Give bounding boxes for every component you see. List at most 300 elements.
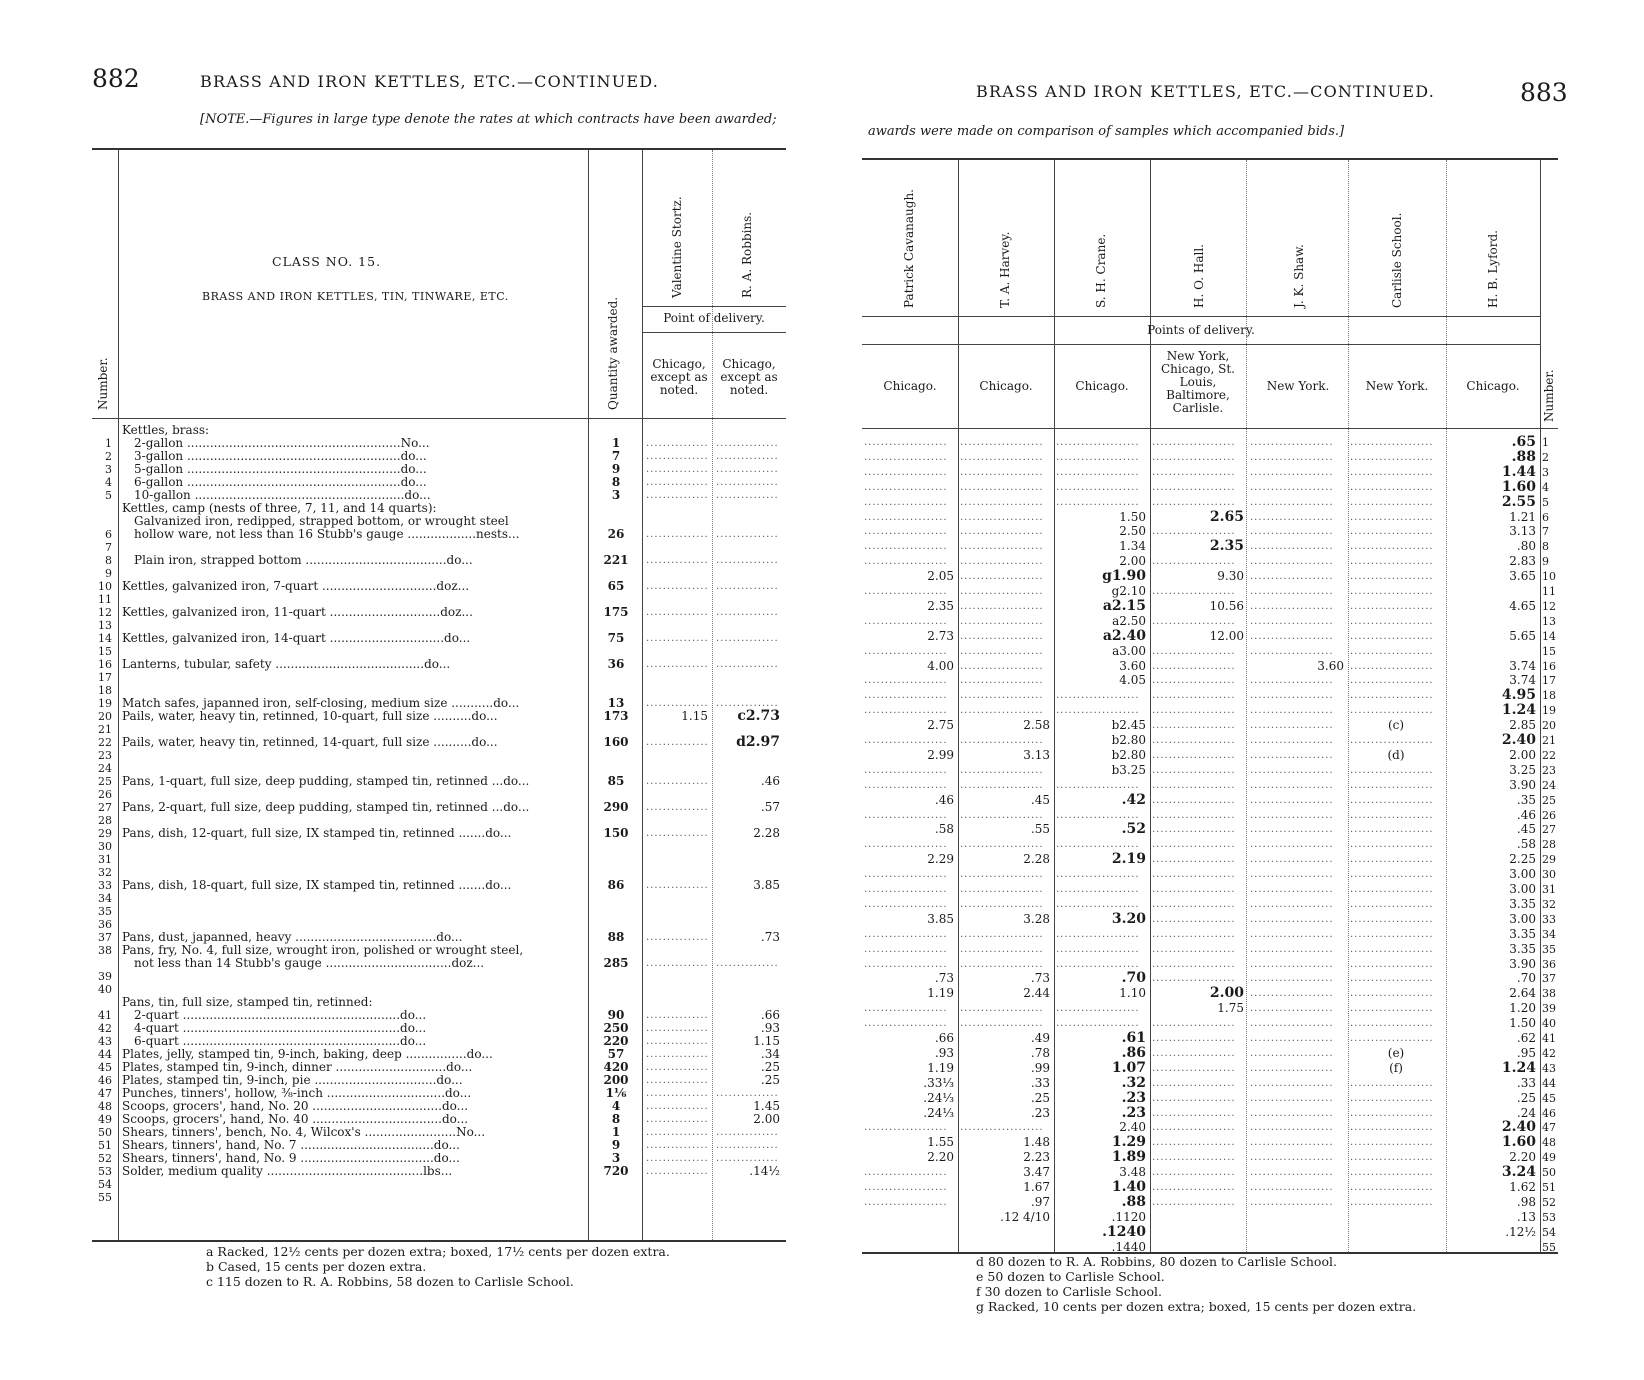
- left-row-number: 2: [105, 450, 112, 463]
- left-cell-stortz: ...............: [646, 1010, 709, 1021]
- right-cell-col4: ....................: [1152, 451, 1236, 463]
- right-cell-col5: ....................: [1250, 869, 1334, 881]
- right-cell-col2: ....................: [960, 884, 1044, 895]
- right-cell-col2: ....................: [960, 943, 1044, 955]
- footnote-e: e 50 dozen to Carlisle School.: [976, 1269, 1165, 1284]
- left-cell-robbins: .93: [760, 1021, 780, 1035]
- left-row-item: Pails, water, heavy tin, retinned, 14-quart, full size ..........do...: [122, 736, 498, 749]
- right-cell-col1: ....................: [864, 809, 948, 821]
- right-cell-col2: ....................: [960, 869, 1044, 881]
- right-cell-col4: ....................: [1152, 958, 1236, 970]
- right-cell-col3: 1.07: [1111, 1059, 1146, 1076]
- left-row-item: [122, 749, 556, 762]
- left-row-quantity: 160: [603, 735, 629, 749]
- right-cell-col4: ....................: [1152, 764, 1236, 776]
- right-cell-col1: .58: [934, 822, 954, 837]
- right-cell-col5: ....................: [1250, 586, 1334, 597]
- right-cell-col5: ....................: [1250, 943, 1334, 955]
- left-cell-stortz: ...............: [646, 932, 709, 943]
- right-cell-col2: 2.58: [1023, 718, 1050, 733]
- right-row-number: 22: [1542, 748, 1556, 762]
- right-cell-col5: ....................: [1250, 1003, 1334, 1015]
- right-cell-col7: 3.35: [1509, 941, 1536, 956]
- right-cell-col4: ....................: [1152, 466, 1236, 478]
- delivery-lyford: Chicago.: [1466, 379, 1520, 393]
- left-row-number: 17: [98, 671, 112, 684]
- left-row-item: [122, 866, 556, 879]
- right-cell-col1: 1.19: [927, 986, 954, 1001]
- right-cell-col1: [864, 1226, 954, 1239]
- right-row-number: 29: [1542, 853, 1556, 867]
- left-row-number: 29: [98, 827, 112, 840]
- left-row-number: 30: [98, 840, 112, 853]
- left-table: [92, 148, 786, 1242]
- right-cell-col1: 1.19: [927, 1060, 954, 1075]
- right-cell-col5: ....................: [1250, 764, 1334, 776]
- left-row-number: [94, 424, 112, 437]
- right-cell-col7: 2.20: [1509, 1150, 1536, 1165]
- left-row-number: 15: [98, 645, 112, 658]
- left-row-item: Lanterns, tubular, safety .......................................do...: [122, 658, 451, 671]
- left-row-number: 44: [98, 1048, 112, 1061]
- right-cell-col4: ....................: [1152, 1182, 1236, 1193]
- left-row-quantity: 13: [607, 696, 625, 710]
- left-row-number: 55: [98, 1191, 112, 1204]
- left-row-number: 1: [105, 437, 112, 450]
- right-cell-col1: 2.05: [927, 569, 954, 584]
- footnote-a: a Racked, 12½ cents per dozen extra; boxed, 17½ cents per dozen extra.: [206, 1244, 670, 1259]
- delivery-hall: New York, Chicago, St. Louis, Baltimore, Carlisle.: [1160, 349, 1235, 415]
- right-row-number: 31: [1542, 883, 1556, 896]
- right-cell-col2: ....................: [960, 705, 1044, 717]
- right-cell-col3: ....................: [1056, 943, 1140, 955]
- right-col-number-header: Number.: [1542, 369, 1556, 422]
- left-row-number: 16: [98, 658, 112, 671]
- left-row-quantity: 75: [607, 631, 625, 645]
- left-row-quantity: [590, 749, 642, 762]
- left-row-item: Pans, dish, 18-quart, full size, IX stamped tin, retinned .......do...: [122, 879, 512, 892]
- left-row-quantity: 85: [607, 774, 625, 788]
- right-cell-col7: 4.95: [1501, 687, 1536, 704]
- right-cell-col3: 1.34: [1119, 539, 1146, 554]
- left-cell-robbins: ...............: [716, 529, 779, 540]
- left-row-quantity: 200: [603, 1073, 629, 1087]
- left-row-quantity: 221: [603, 553, 629, 567]
- left-row-quantity: 9: [611, 462, 621, 476]
- right-page-number: 883: [1520, 78, 1568, 107]
- left-row-item: Galvanized iron, redipped, strapped bottom, or wrought steel: [134, 515, 509, 528]
- right-row-number: 36: [1542, 957, 1556, 971]
- left-row-quantity: 36: [607, 657, 625, 671]
- right-cell-col4: ....................: [1152, 854, 1236, 866]
- left-row-item: [122, 593, 556, 606]
- right-cell-col4: ....................: [1152, 437, 1236, 448]
- right-cell-col4: ....................: [1152, 1122, 1236, 1134]
- right-cell-col3: 1.10: [1119, 986, 1146, 1001]
- left-row-item: [122, 762, 556, 775]
- left-cell-stortz: ...............: [646, 828, 709, 839]
- right-cell-col3: .42: [1121, 791, 1146, 808]
- left-row-item: [122, 671, 556, 684]
- right-row-number: 50: [1542, 1166, 1556, 1180]
- right-cell-col6: ....................: [1350, 1137, 1434, 1149]
- right-row-number: 54: [1542, 1225, 1556, 1239]
- right-cell-col6: ....................: [1350, 630, 1434, 642]
- right-cell-col2: 3.28: [1023, 911, 1050, 926]
- left-row-item: 6-quart .........................................................do...: [134, 1035, 427, 1048]
- right-cell-col5: ....................: [1250, 705, 1334, 717]
- right-cell-col7: .58: [1516, 837, 1536, 852]
- right-cell-col3: 1.50: [1119, 509, 1146, 524]
- left-row-number: [94, 515, 112, 528]
- right-row-number: 10: [1542, 570, 1556, 584]
- left-cell-stortz: ...............: [646, 776, 709, 787]
- right-row-number: 25: [1542, 793, 1556, 807]
- right-cell-col5: ....................: [1250, 511, 1334, 523]
- right-cell-col5: ....................: [1250, 809, 1334, 821]
- left-cell-robbins: ...............: [716, 633, 779, 644]
- right-row-number: 13: [1542, 614, 1556, 628]
- right-cell-col4: 2.35: [1209, 538, 1244, 555]
- left-cell-robbins: 2.28: [753, 826, 780, 840]
- left-row-number: 47: [98, 1087, 112, 1100]
- left-row-item: Pans, 2-quart, full size, deep pudding, stamped tin, retinned ...do...: [122, 801, 530, 814]
- right-cell-col2: 3.13: [1023, 747, 1050, 762]
- right-cell-col2: ....................: [960, 600, 1044, 612]
- right-note: awards were made on comparison of samples which accompanied bids.]: [868, 124, 1345, 139]
- right-cell-col3: 2.50: [1119, 524, 1146, 539]
- left-row-item: [122, 541, 556, 554]
- right-cell-col5: ....................: [1250, 824, 1334, 836]
- right-row-number: 39: [1542, 1002, 1556, 1016]
- right-row-number: 12: [1542, 599, 1556, 613]
- right-cell-col6: ....................: [1350, 1107, 1434, 1119]
- bidder-carlisle-school: Carlisle School.: [1390, 212, 1404, 308]
- right-cell-col7: 1.20: [1509, 1001, 1536, 1016]
- right-cell-col2: ....................: [960, 481, 1044, 493]
- left-row-number: [94, 957, 112, 970]
- right-cell-col7: 2.00: [1509, 747, 1536, 762]
- right-cell-col2: ....................: [960, 928, 1044, 940]
- left-cell-robbins: ...............: [716, 607, 779, 618]
- left-row-quantity: 173: [603, 709, 629, 723]
- left-row-item: [122, 892, 556, 905]
- left-cell-robbins: ...............: [716, 555, 779, 566]
- left-col-number-header: Number.: [96, 357, 110, 410]
- right-row-number: 21: [1542, 734, 1556, 747]
- right-row-number: 52: [1542, 1195, 1556, 1209]
- right-row-number: 11: [1542, 585, 1556, 598]
- left-cell-stortz: ...............: [646, 698, 709, 709]
- right-cell-col5: ....................: [1250, 1018, 1334, 1030]
- right-cell-col2: ....................: [960, 1018, 1044, 1030]
- left-row-number: 23: [98, 749, 112, 762]
- right-row-number: 24: [1542, 778, 1556, 792]
- right-cell-col1: 2.73: [927, 628, 954, 643]
- right-cell-col4: ....................: [1152, 1137, 1236, 1149]
- right-cell-col3: 2.19: [1111, 851, 1146, 868]
- right-cell-col6: ....................: [1350, 1152, 1434, 1164]
- right-cell-col6: ....................: [1350, 571, 1434, 583]
- bidder-patrick-cavanaugh: Patrick Cavanaugh.: [902, 189, 916, 308]
- right-cell-col2: ....................: [960, 571, 1044, 583]
- right-cell-col1: .73: [934, 971, 954, 986]
- left-row-number: 10: [98, 580, 112, 593]
- right-cell-col2: ....................: [960, 630, 1044, 642]
- right-cell-col2: ....................: [960, 660, 1044, 672]
- left-row-quantity: 420: [603, 1060, 629, 1074]
- right-row-number: 15: [1542, 644, 1556, 658]
- right-cell-col7: 3.74: [1509, 658, 1536, 673]
- left-cell-stortz: ...............: [646, 438, 709, 449]
- left-note: [NOTE.—Figures in large type denote the rates at which contracts have been awarded;: [200, 112, 777, 127]
- right-cell-col6: ....................: [1350, 511, 1434, 523]
- left-cell-robbins: ...............: [716, 438, 779, 449]
- right-cell-col6: [1350, 1211, 1442, 1224]
- right-cell-col2: 3.47: [1023, 1165, 1050, 1180]
- right-row-number: 34: [1542, 927, 1556, 941]
- right-cell-col7: 4.65: [1509, 598, 1536, 613]
- right-cell-col7: 3.00: [1509, 911, 1536, 926]
- bidder-ho-hall: H. O. Hall.: [1192, 244, 1206, 308]
- left-row-quantity: [590, 1191, 642, 1204]
- right-cell-col1: ....................: [864, 690, 948, 702]
- right-cell-col1: ....................: [864, 437, 948, 448]
- right-cell-col6: ....................: [1350, 988, 1434, 1000]
- right-cell-col3: 3.20: [1111, 910, 1146, 927]
- right-row-number: 46: [1542, 1106, 1556, 1120]
- right-cell-col7: 3.65: [1509, 569, 1536, 584]
- left-row-quantity: [590, 905, 642, 918]
- left-row-quantity: 1: [611, 1125, 621, 1139]
- right-cell-col7: 3.35: [1509, 926, 1536, 941]
- right-cell-col3: ....................: [1056, 1003, 1140, 1015]
- right-cell-col6: ....................: [1350, 496, 1434, 508]
- left-row-item: [122, 983, 556, 996]
- right-cell-col5: ....................: [1250, 854, 1334, 866]
- left-cell-stortz: ...............: [646, 581, 709, 592]
- right-cell-col5: ....................: [1250, 779, 1334, 791]
- left-row-number: 19: [98, 697, 112, 710]
- right-cell-col1: 4.00: [927, 658, 954, 673]
- left-row-item: Plates, jelly, stamped tin, 9-inch, baking, deep ................do...: [122, 1048, 493, 1061]
- left-row-number: 26: [98, 788, 112, 801]
- left-running-head: BRASS AND IRON KETTLES, ETC.—CONTINUED.: [200, 72, 660, 91]
- bidder-sh-crane: S. H. Crane.: [1094, 233, 1108, 308]
- right-cell-col1: 2.20: [927, 1150, 954, 1165]
- right-cell-col4: ....................: [1152, 973, 1236, 985]
- left-cell-robbins: .14½: [749, 1164, 780, 1178]
- right-cell-col7: .33: [1516, 1075, 1536, 1090]
- right-cell-col4: ....................: [1152, 749, 1236, 761]
- right-row-number: 4: [1542, 480, 1549, 494]
- right-cell-col7: [1448, 1241, 1536, 1254]
- left-row-number: 31: [98, 853, 112, 866]
- right-cell-col1: ....................: [864, 764, 948, 776]
- right-cell-col1: ....................: [864, 779, 948, 791]
- right-cell-col5: ....................: [1250, 526, 1334, 538]
- right-cell-col5: [1250, 1226, 1344, 1239]
- right-cell-col2: 2.23: [1023, 1150, 1050, 1165]
- right-cell-col6: ....................: [1350, 1167, 1434, 1179]
- right-row-number: 23: [1542, 763, 1556, 777]
- right-cell-col5: ....................: [1250, 571, 1334, 583]
- right-cell-col1: [864, 1211, 954, 1224]
- left-footnotes: [206, 1244, 670, 1289]
- left-row-item: [122, 567, 556, 580]
- footnote-b: b Cased, 15 cents per dozen extra.: [206, 1259, 427, 1274]
- left-cell-stortz: ...............: [646, 1101, 709, 1112]
- right-cell-col6: ....................: [1350, 615, 1434, 627]
- left-row-item: [122, 684, 556, 697]
- left-cell-robbins: ...............: [716, 1088, 779, 1099]
- left-row-quantity: 3: [611, 1151, 621, 1165]
- left-row-number: 43: [98, 1035, 112, 1048]
- right-cell-col2: ....................: [960, 735, 1044, 746]
- right-cell-col6: ....................: [1350, 451, 1434, 463]
- right-cell-col7: 3.13: [1509, 524, 1536, 539]
- right-cell-col6: ....................: [1350, 839, 1434, 851]
- right-row-number: 41: [1542, 1032, 1556, 1045]
- left-row-item: Pans, fry, No. 4, full size, wrought iron, polished or wrought steel,: [122, 944, 524, 957]
- left-row-quantity: 7: [611, 449, 621, 463]
- left-row-quantity: 8: [611, 475, 621, 489]
- right-cell-col1: ....................: [864, 541, 948, 553]
- left-row-item: Shears, tinners', hand, No. 7 ...................................do...: [122, 1139, 460, 1152]
- right-cell-col7: 3.90: [1509, 956, 1536, 971]
- left-row-quantity: 3: [611, 488, 621, 502]
- right-row-number: 17: [1542, 674, 1556, 688]
- left-cell-robbins: .34: [760, 1047, 780, 1061]
- right-cell-col7: .25: [1516, 1090, 1536, 1105]
- right-cell-col3: a2.50: [1112, 613, 1146, 628]
- left-row-item: Plates, stamped tin, 9-inch, pie ................................do...: [122, 1074, 463, 1087]
- right-cell-col7: 1.24: [1501, 1059, 1536, 1076]
- right-cell-col7: 3.74: [1509, 673, 1536, 688]
- left-row-item: hollow ware, not less than 16 Stubb's gauge ..................nests...: [134, 528, 520, 541]
- left-cell-stortz: ...............: [646, 1127, 709, 1138]
- right-cell-col7: 3.35: [1509, 896, 1536, 911]
- right-cell-col6: ....................: [1350, 735, 1434, 746]
- left-row-number: 6: [105, 528, 112, 541]
- right-cell-col4: ....................: [1152, 720, 1236, 732]
- right-cell-col6: ....................: [1350, 943, 1434, 955]
- right-cell-col4: 1.75: [1217, 1001, 1244, 1016]
- left-row-item: [122, 840, 556, 853]
- right-cell-col6: ....................: [1350, 824, 1434, 836]
- right-cell-col5: ....................: [1250, 1152, 1334, 1164]
- right-row-number: 38: [1542, 987, 1556, 1001]
- right-cell-col1: 2.99: [927, 747, 954, 762]
- right-cell-col4: 12.00: [1209, 628, 1244, 643]
- right-cell-col2: ....................: [960, 690, 1044, 702]
- left-cell-robbins: 1.15: [753, 1034, 780, 1048]
- right-cell-col7: .13: [1516, 1209, 1536, 1224]
- right-cell-col4: ....................: [1152, 1152, 1236, 1164]
- right-cell-col4: ....................: [1152, 1077, 1236, 1089]
- left-row-quantity: 290: [603, 800, 629, 814]
- right-cell-col6: ....................: [1350, 1182, 1434, 1193]
- bidder-ta-harvey: T. A. Harvey.: [998, 231, 1012, 308]
- left-row-number: 50: [98, 1126, 112, 1139]
- left-row-item: Scoops, grocers', hand, No. 20 ..................................do...: [122, 1100, 469, 1113]
- right-cell-col4: ....................: [1152, 675, 1236, 687]
- right-cell-col2: ....................: [960, 1122, 1044, 1134]
- left-row-number: 54: [98, 1178, 112, 1191]
- right-cell-col7: .24: [1516, 1105, 1536, 1120]
- left-cell-robbins: ...............: [716, 581, 779, 592]
- right-cell-col1: .33⅓: [923, 1075, 954, 1090]
- right-cell-col5: ....................: [1250, 1107, 1334, 1119]
- right-cell-col4: 10.56: [1209, 598, 1244, 613]
- right-cell-col7: 1.60: [1501, 478, 1536, 495]
- right-cell-col3: .1240: [1102, 1223, 1146, 1240]
- right-cell-col7: [1448, 615, 1536, 628]
- left-row-item: 4-quart .........................................................do...: [134, 1022, 427, 1035]
- left-cell-stortz: ...............: [646, 1088, 709, 1099]
- left-row-item: 6-gallon ........................................................do...: [134, 476, 427, 489]
- left-cell-robbins: 2.00: [753, 1112, 780, 1126]
- right-cell-col4: ....................: [1152, 481, 1236, 493]
- right-cell-col6: ....................: [1350, 764, 1434, 776]
- right-cell-col4: ....................: [1152, 1062, 1236, 1074]
- right-cell-col4: ....................: [1152, 1092, 1236, 1104]
- left-row-number: 12: [98, 606, 112, 619]
- left-row-quantity: 220: [603, 1034, 629, 1048]
- right-cell-col3: 3.48: [1119, 1165, 1146, 1180]
- right-cell-col5: ....................: [1250, 839, 1334, 851]
- right-cell-col3: ....................: [1056, 809, 1140, 821]
- right-row-number: 49: [1542, 1151, 1556, 1165]
- left-row-number: 40: [98, 983, 112, 996]
- left-row-item: Kettles, brass:: [122, 424, 210, 437]
- right-cell-col7: 1.60: [1501, 1134, 1536, 1151]
- right-cell-col2: 1.67: [1023, 1180, 1050, 1194]
- right-cell-col6: ....................: [1350, 526, 1434, 538]
- right-row-number: 53: [1542, 1210, 1556, 1224]
- right-cell-col2: .25: [1030, 1090, 1050, 1105]
- right-cell-col6: ....................: [1350, 1077, 1434, 1089]
- right-cell-col3: ....................: [1056, 928, 1140, 940]
- right-cell-col4: [1152, 1241, 1244, 1254]
- left-row-number: 11: [98, 593, 112, 606]
- right-cell-col6: ....................: [1350, 809, 1434, 821]
- right-cell-col6: ....................: [1350, 1033, 1434, 1044]
- right-cell-col7: 2.85: [1509, 718, 1536, 733]
- delivery-crane: Chicago.: [1075, 379, 1129, 393]
- right-row-number: 42: [1542, 1046, 1556, 1060]
- right-cell-col6: ....................: [1350, 898, 1434, 910]
- right-cell-col6: ....................: [1350, 541, 1434, 553]
- right-cell-col5: ....................: [1250, 690, 1334, 702]
- right-row-number: 18: [1542, 689, 1556, 703]
- right-cell-col3: .70: [1121, 970, 1146, 987]
- right-cell-col4: ....................: [1152, 735, 1236, 746]
- right-row-number: 2: [1542, 450, 1549, 464]
- left-row-number: [94, 996, 112, 1009]
- right-cell-col3: ....................: [1056, 690, 1140, 702]
- left-cell-stortz: ...............: [646, 1075, 709, 1086]
- right-cell-col6: ....................: [1350, 586, 1434, 597]
- right-cell-col6: ....................: [1350, 690, 1434, 702]
- right-cell-col7: .98: [1516, 1194, 1536, 1209]
- right-cell-col5: ....................: [1250, 481, 1334, 493]
- left-row-quantity: 90: [607, 1008, 625, 1022]
- right-cell-col2: .99: [1030, 1060, 1050, 1075]
- left-row-quantity: 65: [607, 579, 625, 593]
- right-cell-col3: .23: [1121, 1104, 1146, 1121]
- left-row-number: 46: [98, 1074, 112, 1087]
